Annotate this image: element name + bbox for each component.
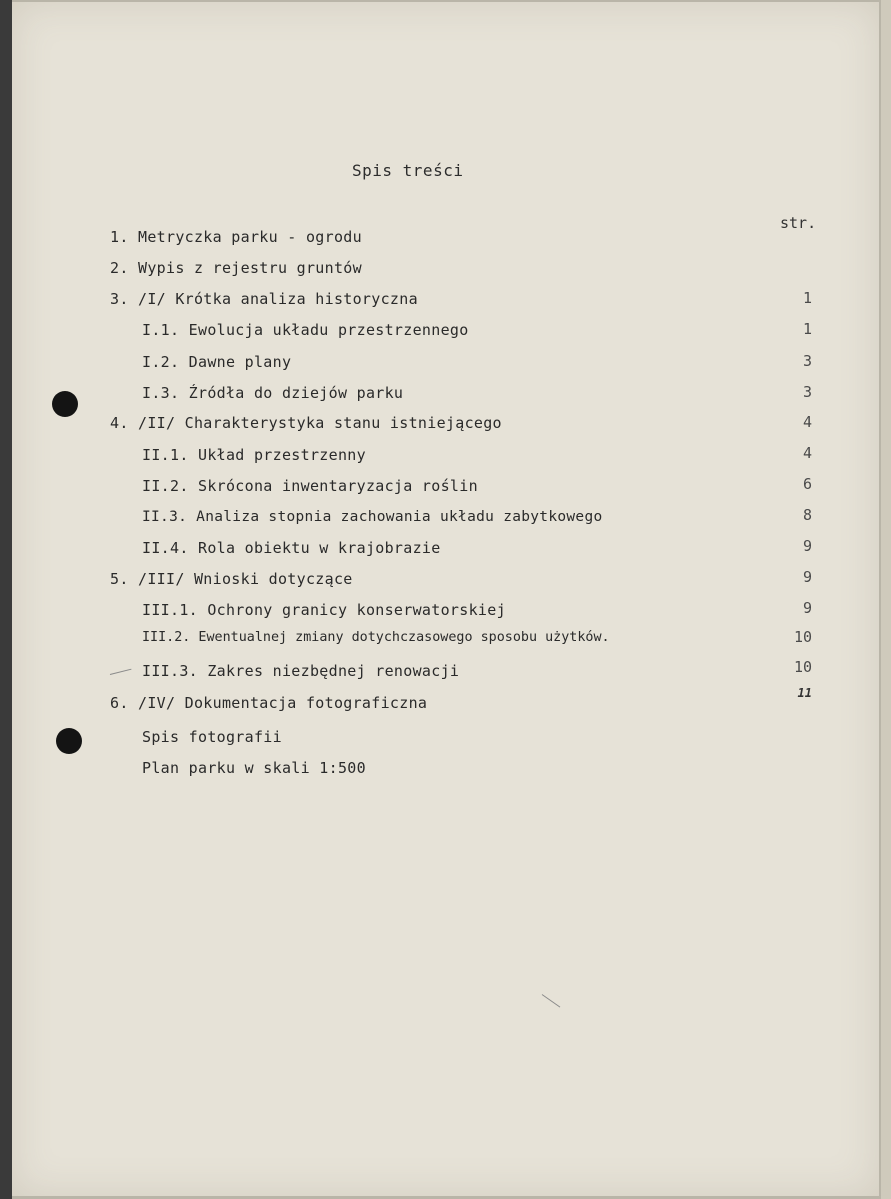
toc-entry-text: I.3. Źródła do dziejów parku <box>142 384 404 402</box>
toc-entry-text: 3. /I/ Krótka analiza historyczna <box>110 290 418 308</box>
toc-entry-page: 3 <box>802 352 812 370</box>
toc-entry-page: 10 <box>793 658 812 676</box>
toc-entry-page: 9 <box>802 568 812 586</box>
toc-entry-text: III.1. Ochrony granicy konserwatorskiej <box>142 601 506 619</box>
toc-entry-text: 2. Wypis z rejestru gruntów <box>110 259 362 277</box>
toc-entry-text: II.4. Rola obiektu w krajobrazie <box>142 539 441 557</box>
toc-entry-text: I.2. Dawne plany <box>142 353 292 371</box>
toc-entry-text: Plan parku w skali 1:500 <box>142 759 366 777</box>
toc-entry-page: 4 <box>802 444 812 462</box>
toc-entry-text: II.2. Skrócona inwentaryzacja roślin <box>142 477 478 495</box>
toc-entry-text: 5. /III/ Wnioski dotyczące <box>110 570 353 588</box>
page-title: Spis treści <box>352 161 464 180</box>
toc-entry-text: III.2. Ewentualnej zmiany dotychczasowego sposobu użytków. <box>142 630 610 645</box>
toc-entry-page: 3 <box>802 383 812 401</box>
toc-entry-page: 10 <box>793 628 812 646</box>
toc-entry-text: II.3. Analiza stopnia zachowania układu zabytkowego <box>142 509 603 525</box>
toc-entry-text: 6. /IV/ Dokumentacja fotograficzna <box>110 694 428 712</box>
page-column-header: str. <box>780 214 817 232</box>
toc-entry-page: 4 <box>802 413 812 431</box>
toc-entry-page: 1 <box>802 320 812 338</box>
toc-entry-page: 1 <box>802 289 812 307</box>
toc-entry-text: Spis fotografii <box>142 728 282 746</box>
toc-entry-text: II.1. Układ przestrzenny <box>142 446 366 464</box>
toc-entry-page: 6 <box>802 475 812 493</box>
toc-entry-text: III.3. Zakres niezbędnej renowacji <box>142 662 460 680</box>
toc-entry-page: 8 <box>802 506 812 524</box>
toc-entry-text: I.1. Ewolucja układu przestrzennego <box>142 321 469 339</box>
toc-entry-page: 11 <box>797 686 812 700</box>
toc-entry-page: 9 <box>802 537 812 555</box>
toc-entry-text: 1. Metryczka parku - ogrodu <box>110 228 362 246</box>
toc-entry-page: 9 <box>802 599 812 617</box>
toc-entry-text: 4. /II/ Charakterystyka stanu istniejącego <box>110 414 502 432</box>
